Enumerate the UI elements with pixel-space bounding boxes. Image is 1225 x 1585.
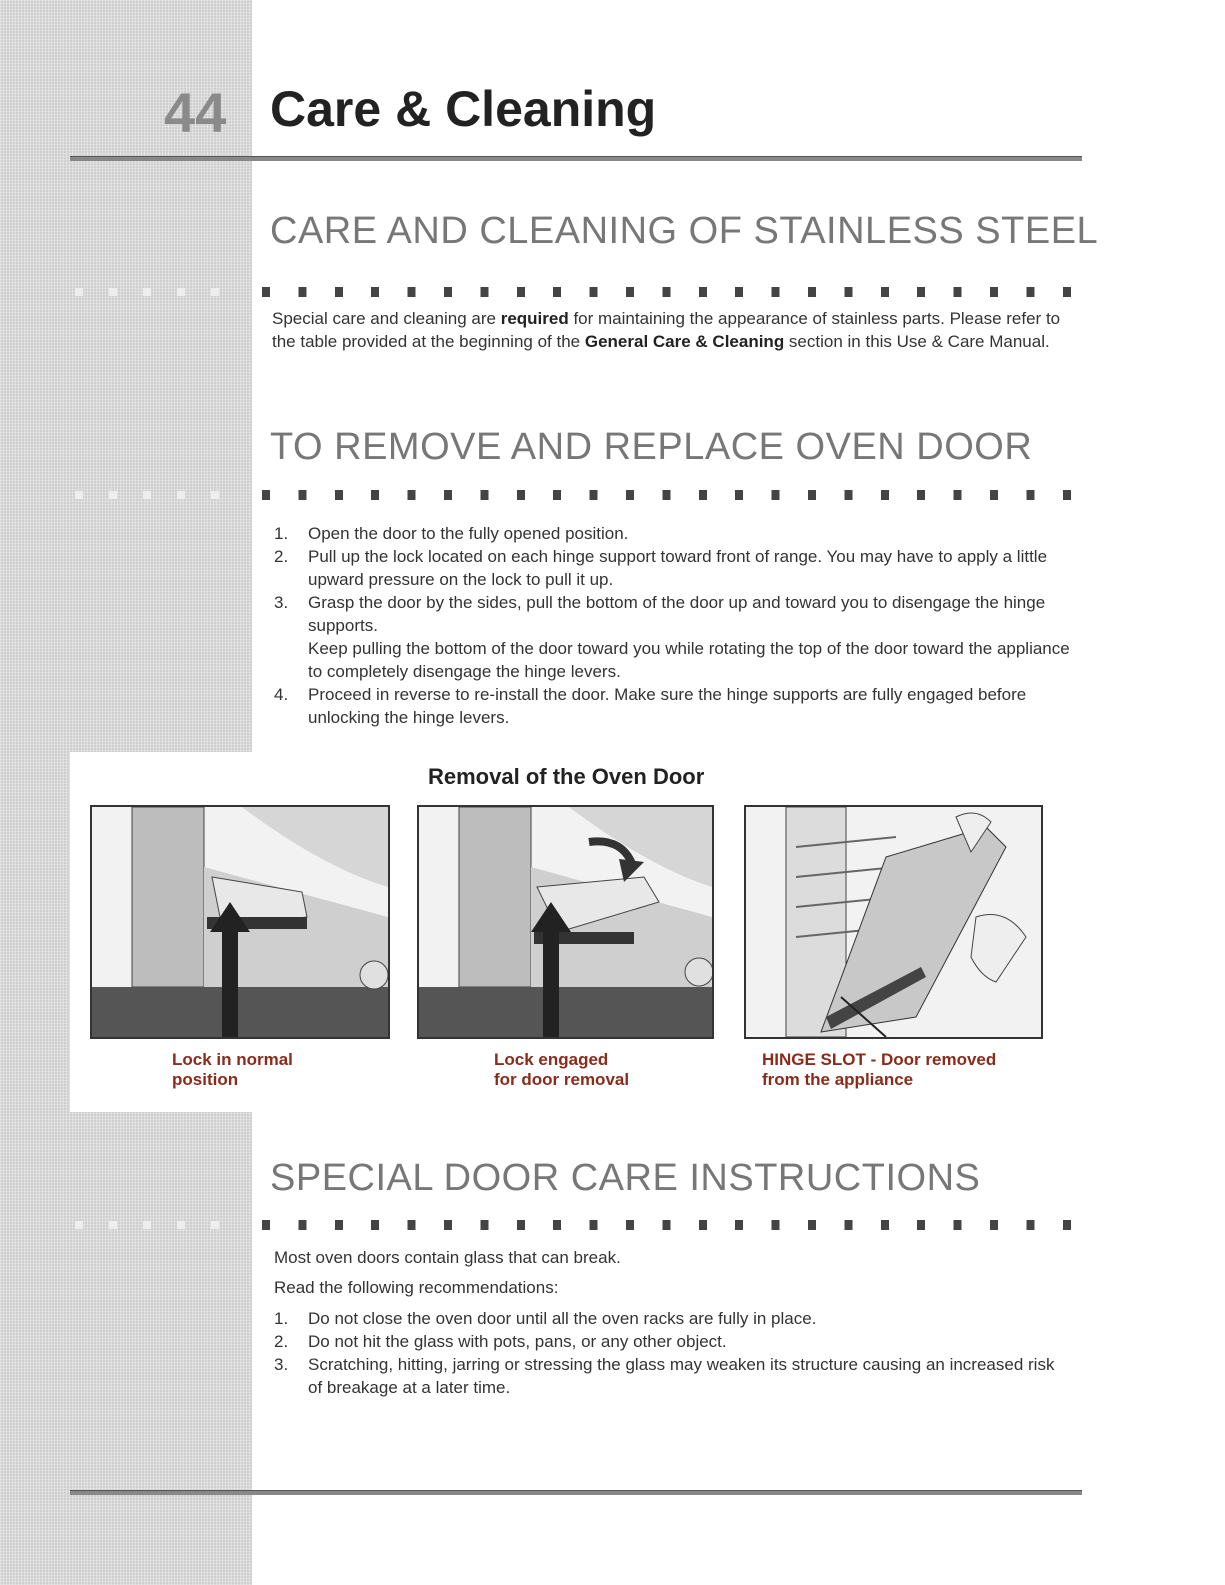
section-title-door: TO REMOVE AND REPLACE OVEN DOOR <box>270 426 1033 468</box>
chapter-title: Care & Cleaning <box>270 81 657 137</box>
list-item: 1. Open the door to the fully opened position. <box>274 524 629 543</box>
dot-row <box>262 490 1082 500</box>
door-removed-illustration <box>746 807 1041 1037</box>
door-steps-list <box>272 522 1072 729</box>
dot-row <box>262 287 1082 297</box>
header-rule <box>70 156 1082 161</box>
hinge-lock-normal-illustration <box>92 807 388 1037</box>
list-item: 2. Pull up the lock located on each hinge support toward front of range. You may have to apply a little upward pressure on the lock to pull it up. <box>274 547 1048 589</box>
glass-intro-2: Read the following recommendations: <box>274 1278 559 1297</box>
list-item: 2. Do not hit the glass with pots, pans, or any other object. <box>274 1332 727 1351</box>
dot-row-left <box>75 491 245 499</box>
caption-hinge-slot: HINGE SLOT - Door removed from the appliance <box>762 1050 997 1089</box>
figure-title: Removal of the Oven Door <box>428 764 705 789</box>
list-item: 3. Grasp the door by the sides, pull the bottom of the door up and toward you to disengage the hinge supports. Keep pulling the bottom of the door toward you while rotating the top of the door toward the appliance to completely disengage the hinge levers. <box>274 593 1070 681</box>
section-title-glass: SPECIAL DOOR CARE INSTRUCTIONS <box>270 1157 981 1199</box>
stainless-paragraph: Special care and cleaning are required for maintaining the appearance of stainless parts. Please refer to the table provided at the beginning of the General Care & Cleaning section in this Use & Care Manual. <box>272 309 1061 351</box>
list-item: 1. Do not close the oven door until all the oven racks are fully in place. <box>274 1309 817 1328</box>
dot-row <box>262 1220 1082 1230</box>
glass-intro-1: Most oven doors contain glass that can break. <box>274 1248 621 1267</box>
list-item: 3. Scratching, hitting, jarring or stressing the glass may weaken its structure causing an increased risk of breakage at a later time. <box>274 1355 1055 1397</box>
dot-row-left <box>75 1221 245 1229</box>
section-title-stainless: CARE AND CLEANING OF STAINLESS STEEL <box>270 210 1099 252</box>
page-number: 44 <box>164 81 227 144</box>
caption-lock-normal: Lock in normal position <box>172 1050 293 1089</box>
footer-rule <box>70 1490 1082 1495</box>
caption-lock-engaged: Lock engaged for door removal <box>494 1050 630 1089</box>
figure-lock-normal <box>90 805 390 1039</box>
figure-lock-engaged <box>417 805 714 1039</box>
hinge-lock-engaged-illustration <box>419 807 712 1037</box>
figure-hinge-slot <box>744 805 1043 1039</box>
glass-steps-list <box>272 1307 1072 1399</box>
list-item: 4. Proceed in reverse to re-install the door. Make sure the hinge supports are fully engaged before unlocking the hinge levers. <box>274 685 1027 727</box>
dot-row-left <box>75 288 245 296</box>
